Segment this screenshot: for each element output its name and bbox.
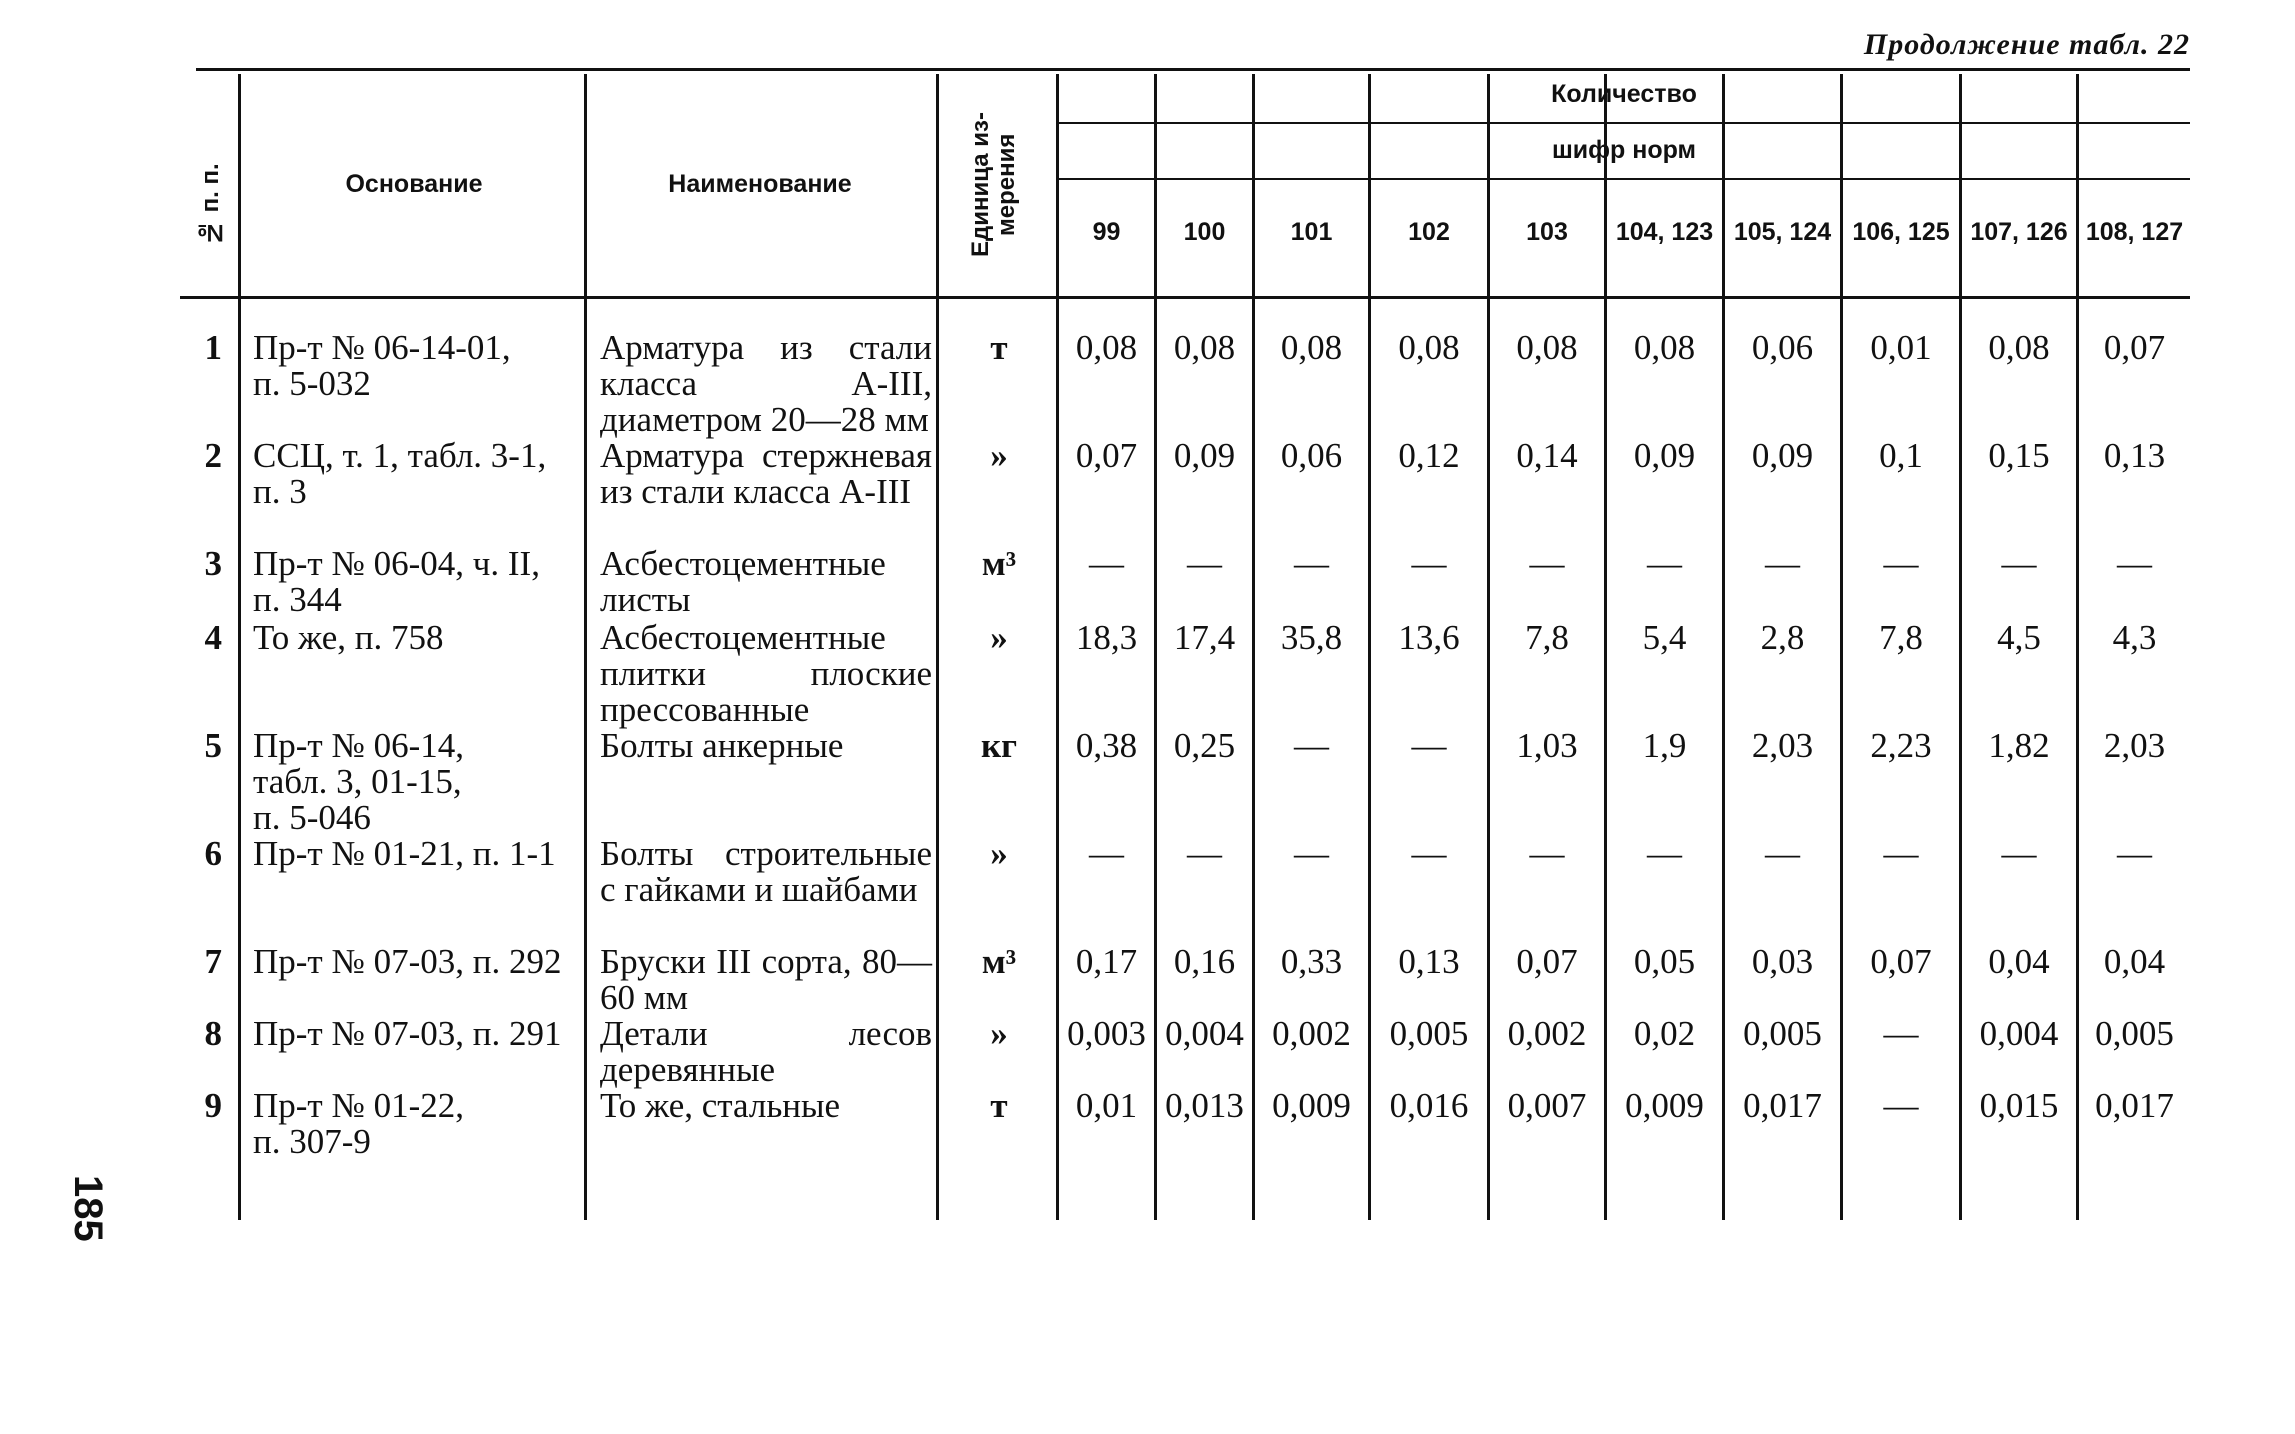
row-number: 8 — [204, 1014, 222, 1053]
value-cell: — — [1411, 726, 1447, 765]
value-cell: 0,04 — [1988, 942, 2050, 981]
row-basis — [253, 1088, 588, 1160]
value-cell: 0,15 — [1988, 436, 2050, 475]
value-cell: 0,08 — [1075, 328, 1138, 367]
value-cell: 13,6 — [1398, 618, 1460, 657]
row-name: Асбестоцементные плитки плоские прессованные — [600, 618, 932, 729]
row-number: 7 — [204, 942, 222, 981]
value-cell: 0,005 — [1389, 1014, 1469, 1053]
row-basis — [253, 620, 588, 656]
value-cell: 4,5 — [1997, 618, 2041, 657]
value-cell: — — [2117, 834, 2152, 873]
row-number: 1 — [204, 328, 222, 367]
code-column-header: 108, 127 — [2085, 218, 2184, 246]
basis-line: Пр-т № 07-03, п. 292 — [253, 942, 562, 981]
value-cell: 17,4 — [1173, 618, 1236, 657]
code-rule — [1058, 178, 2190, 180]
row-unit: » — [990, 834, 1008, 873]
row-unit: » — [990, 618, 1008, 657]
value-cell: 0,08 — [1398, 328, 1460, 367]
value-cell: 5,4 — [1642, 618, 1687, 657]
value-cell: 0,005 — [1743, 1014, 1822, 1053]
row-basis — [253, 330, 588, 402]
value-cell: — — [1089, 544, 1124, 583]
value-cell: 1,82 — [1988, 726, 2050, 765]
value-cell: 0,004 — [1165, 1014, 1244, 1053]
value-cell: 0,09 — [1633, 436, 1696, 475]
row-unit: м³ — [981, 942, 1017, 981]
value-cell: 0,08 — [1516, 328, 1578, 367]
value-cell: 0,017 — [1743, 1086, 1822, 1125]
quantity-rule — [1058, 122, 2190, 124]
value-cell: 0,015 — [1979, 1086, 2059, 1125]
row-name: То же, стальные — [600, 1086, 841, 1125]
code-column-header: 106, 125 — [1852, 218, 1950, 246]
code-column-header: 100 — [1183, 218, 1226, 246]
value-cell: 0,08 — [1280, 328, 1343, 367]
value-cell: 0,13 — [1398, 942, 1460, 981]
value-cell: — — [1883, 544, 1919, 583]
row-unit: » — [990, 436, 1008, 475]
value-cell: 0,05 — [1633, 942, 1696, 981]
value-cell: 0,017 — [2095, 1086, 2174, 1125]
row-number: 3 — [204, 544, 222, 583]
basis-line: п. 344 — [253, 580, 342, 619]
value-cell: 0,01 — [1075, 1086, 1138, 1125]
value-cell: 2,03 — [2103, 726, 2166, 765]
basis-line: Пр-т № 01-21, п. 1-1 — [253, 834, 556, 873]
value-cell: 0,33 — [1280, 942, 1343, 981]
row-unit: т — [990, 1086, 1008, 1125]
value-cell: — — [1294, 726, 1329, 765]
value-cell: 0,002 — [1507, 1014, 1587, 1053]
value-cell: 0,013 — [1165, 1086, 1244, 1125]
value-cell: 0,38 — [1075, 726, 1138, 765]
value-cell: 0,07 — [1516, 942, 1578, 981]
value-cell: — — [1765, 544, 1800, 583]
row-unit: » — [990, 1014, 1008, 1053]
page-number: 185 — [66, 1175, 110, 1242]
value-cell: — — [2117, 544, 2152, 583]
header-quantity: Количество — [1551, 80, 1697, 108]
value-cell: — — [1883, 1086, 1919, 1125]
value-cell: 1,03 — [1516, 726, 1578, 765]
value-cell: — — [1883, 1014, 1919, 1053]
basis-line: п. 5-032 — [253, 364, 371, 403]
row-basis — [253, 728, 588, 836]
code-column-header: 102 — [1408, 218, 1450, 246]
value-cell: 7,8 — [1525, 618, 1569, 657]
value-cell: 0,04 — [2103, 942, 2166, 981]
basis-line: Пр-т № 06-04, ч. II, — [253, 544, 540, 583]
value-cell: 0,16 — [1173, 942, 1236, 981]
value-cell: — — [1529, 834, 1565, 873]
row-name: Арматура из стали класса А-III, диаметром 20—28 мм — [600, 328, 932, 439]
value-cell: 0,13 — [2103, 436, 2166, 475]
basis-line: Пр-т № 06-14-01, — [253, 328, 511, 367]
basis-line: ССЦ, т. 1, табл. 3-1, — [253, 436, 547, 475]
row-name: Арматура стержневая из стали класса А-III — [600, 436, 932, 511]
value-cell: 18,3 — [1075, 618, 1138, 657]
row-number: 9 — [204, 1086, 222, 1125]
value-cell: 35,8 — [1280, 618, 1343, 657]
code-column-header: 99 — [1092, 218, 1121, 246]
row-name: Болты строительные с гайками и шайбами — [600, 834, 932, 909]
value-cell: 0,004 — [1979, 1014, 2059, 1053]
column-divider — [238, 74, 241, 1220]
row-number: 5 — [204, 726, 222, 765]
value-cell: 0,002 — [1272, 1014, 1351, 1053]
value-cell: 2,23 — [1870, 726, 1932, 765]
value-cell: — — [1647, 834, 1682, 873]
row-basis — [253, 546, 588, 618]
value-cell: — — [1089, 834, 1124, 873]
value-cell: 0,07 — [1075, 436, 1138, 475]
value-cell: 0,009 — [1272, 1086, 1351, 1125]
value-cell: 0,08 — [1173, 328, 1236, 367]
row-unit: т — [990, 328, 1008, 367]
value-cell: — — [2001, 834, 2037, 873]
header-bottom-rule — [180, 296, 2190, 299]
header-basis: Основание — [345, 170, 483, 198]
value-cell: — — [1187, 834, 1222, 873]
value-cell: 0,07 — [1870, 942, 1932, 981]
row-unit: кг — [980, 726, 1018, 765]
value-cell: 0,016 — [1389, 1086, 1469, 1125]
row-number: 6 — [204, 834, 222, 873]
header-code: шифр норм — [1551, 136, 1697, 164]
row-name: Асбестоцементные листы — [600, 544, 886, 619]
row-name: Детали лесов деревянные — [600, 1014, 932, 1089]
value-cell: 0,06 — [1280, 436, 1343, 475]
value-cell: — — [1187, 544, 1222, 583]
basis-line: Пр-т № 01-22, — [253, 1086, 465, 1125]
value-cell: 0,01 — [1870, 328, 1932, 367]
value-cell: 0,03 — [1751, 942, 1814, 981]
code-column-header: 104, 123 — [1615, 218, 1714, 246]
value-cell: 0,02 — [1633, 1014, 1696, 1053]
code-column-header: 103 — [1526, 218, 1568, 246]
row-unit: м³ — [981, 544, 1017, 583]
value-cell: — — [2001, 544, 2037, 583]
value-cell: 0,06 — [1751, 328, 1814, 367]
row-number: 4 — [204, 618, 222, 657]
basis-line: п. 307-9 — [253, 1122, 371, 1161]
basis-line: Пр-т № 07-03, п. 291 — [253, 1014, 562, 1053]
value-cell: — — [1883, 834, 1919, 873]
header-unit: Единица из-мерения — [967, 112, 1020, 258]
value-cell: 0,1 — [1879, 436, 1923, 475]
row-name: Бруски III сорта, 80—60 мм — [600, 942, 932, 1017]
value-cell: — — [1294, 834, 1329, 873]
value-cell: 0,12 — [1398, 436, 1460, 475]
basis-line: п. 3 — [253, 472, 307, 511]
value-cell: 7,8 — [1879, 618, 1923, 657]
basis-line: Пр-т № 06-14, — [253, 726, 465, 765]
row-number: 2 — [204, 436, 222, 475]
row-basis — [253, 836, 588, 872]
row-basis — [253, 944, 588, 980]
value-cell: 0,005 — [2095, 1014, 2174, 1053]
value-cell: — — [1647, 544, 1682, 583]
value-cell: — — [1411, 544, 1447, 583]
value-cell: — — [1529, 544, 1565, 583]
value-cell: 0,009 — [1625, 1086, 1704, 1125]
value-cell: 2,03 — [1751, 726, 1814, 765]
value-cell: 0,08 — [1633, 328, 1696, 367]
header-name: Наименование — [668, 170, 852, 198]
column-divider — [936, 74, 939, 1220]
code-column-header: 107, 126 — [1970, 218, 2068, 246]
table-caption: Продолжение табл. 22 — [1863, 28, 2190, 61]
value-cell: — — [1411, 834, 1447, 873]
basis-line: табл. 3, 01-15, — [253, 762, 462, 801]
header-num: № п. п. — [197, 163, 224, 247]
value-cell: 0,07 — [2103, 328, 2166, 367]
value-cell: 0,007 — [1507, 1086, 1587, 1125]
value-cell: 0,08 — [1988, 328, 2050, 367]
row-name: Болты анкерные — [600, 726, 844, 765]
value-cell: 0,25 — [1173, 726, 1236, 765]
basis-line: То же, п. 758 — [253, 618, 444, 657]
value-cell: 4,3 — [2112, 618, 2157, 657]
row-basis — [253, 438, 588, 510]
value-cell: 0,17 — [1075, 942, 1138, 981]
top-rule — [196, 68, 2190, 71]
value-cell: — — [1765, 834, 1800, 873]
value-cell: — — [1294, 544, 1329, 583]
value-cell: 0,09 — [1751, 436, 1814, 475]
value-cell: 0,14 — [1516, 436, 1578, 475]
value-cell: 0,003 — [1067, 1014, 1146, 1053]
code-column-header: 101 — [1290, 218, 1333, 246]
value-cell: 1,9 — [1642, 726, 1687, 765]
value-cell: 0,09 — [1173, 436, 1236, 475]
basis-line: п. 5-046 — [253, 798, 371, 837]
value-cell: 2,8 — [1760, 618, 1805, 657]
code-column-header: 105, 124 — [1733, 218, 1832, 246]
row-basis — [253, 1016, 588, 1052]
